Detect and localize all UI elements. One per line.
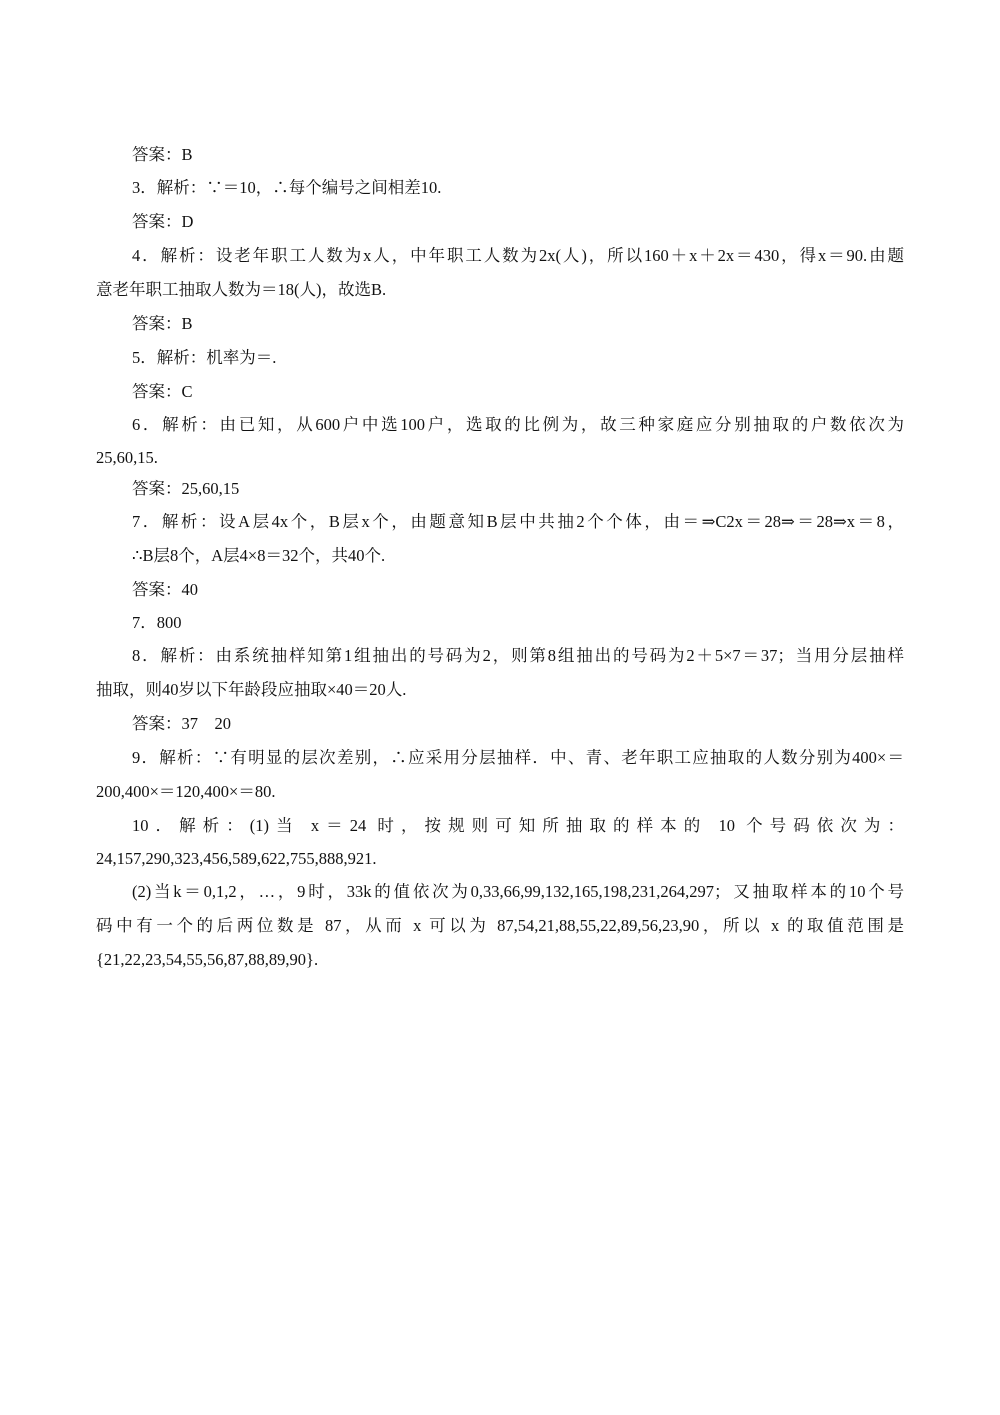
solution-8-continued: 抽取，则40岁以下年龄段应抽取×40＝20人. <box>96 680 407 699</box>
solution-3: 3．解析：∵＝10，∴每个编号之间相差10. <box>132 178 442 197</box>
solution-6: 6．解析：由已知，从600户中选100户，选取的比例为，故三种家庭应分别抽取的户数依次为 <box>132 415 904 434</box>
answer-line: 答案：40 <box>132 580 198 599</box>
solution-8: 8．解析：由系统抽样知第1组抽出的号码为2，则第8组抽出的号码为2＋5×7＝37；当用分层抽样 <box>132 646 904 665</box>
solution-4: 4．解析：设老年职工人数为x人，中年职工人数为2x(人)，所以160＋x＋2x＝430，得x＝90.由题 <box>132 246 904 265</box>
answer-line: 答案：37 20 <box>132 714 231 733</box>
answer-line: 答案：D <box>132 212 194 231</box>
solution-10: 10．解析：(1)当 x＝24 时，按规则可知所抽取的样本的 10 个号码依次为： <box>132 816 904 835</box>
solution-4-continued: 意老年职工抽取人数为＝18(人)，故选B. <box>96 280 387 299</box>
solution-10-sequence: 24,157,290,323,456,589,622,755,888,921. <box>96 849 377 868</box>
solution-10-answer-set: {21,22,23,54,55,56,87,88,89,90}. <box>96 950 319 969</box>
solution-7: 7．解析：设A层4x个，B层x个，由题意知B层中共抽2个个体，由＝⇒C2x＝28⇒＝28⇒x＝8， <box>132 512 904 531</box>
item-7-answer: 7．800 <box>132 613 182 632</box>
answer-line: 答案：C <box>132 382 193 401</box>
answer-line: 答案：B <box>132 314 193 333</box>
solution-10-part-2-continued: 码中有一个的后两位数是 87，从而 x 可以为 87,54,21,88,55,22,89,56,23,90，所以 x 的取值范围是 <box>96 916 904 935</box>
solution-5: 5．解析：机率为＝. <box>132 348 277 367</box>
answer-line: 答案：25,60,15 <box>132 479 240 498</box>
answer-line: 答案：B <box>132 145 193 164</box>
solution-9: 9．解析：∵有明显的层次差别，∴应采用分层抽样．中、青、老年职工应抽取的人数分别为400×＝ <box>132 748 904 767</box>
solution-10-part-2: (2)当k＝0,1,2，…，9时，33k的值依次为0,33,66,99,132,165,198,231,264,297；又抽取样本的10个号 <box>132 882 904 901</box>
solution-6-continued: 25,60,15. <box>96 448 158 467</box>
solution-7-continued: ∴B层8个，A层4×8＝32个，共40个. <box>132 546 386 565</box>
solution-9-continued: 200,400×＝120,400×＝80. <box>96 782 276 801</box>
